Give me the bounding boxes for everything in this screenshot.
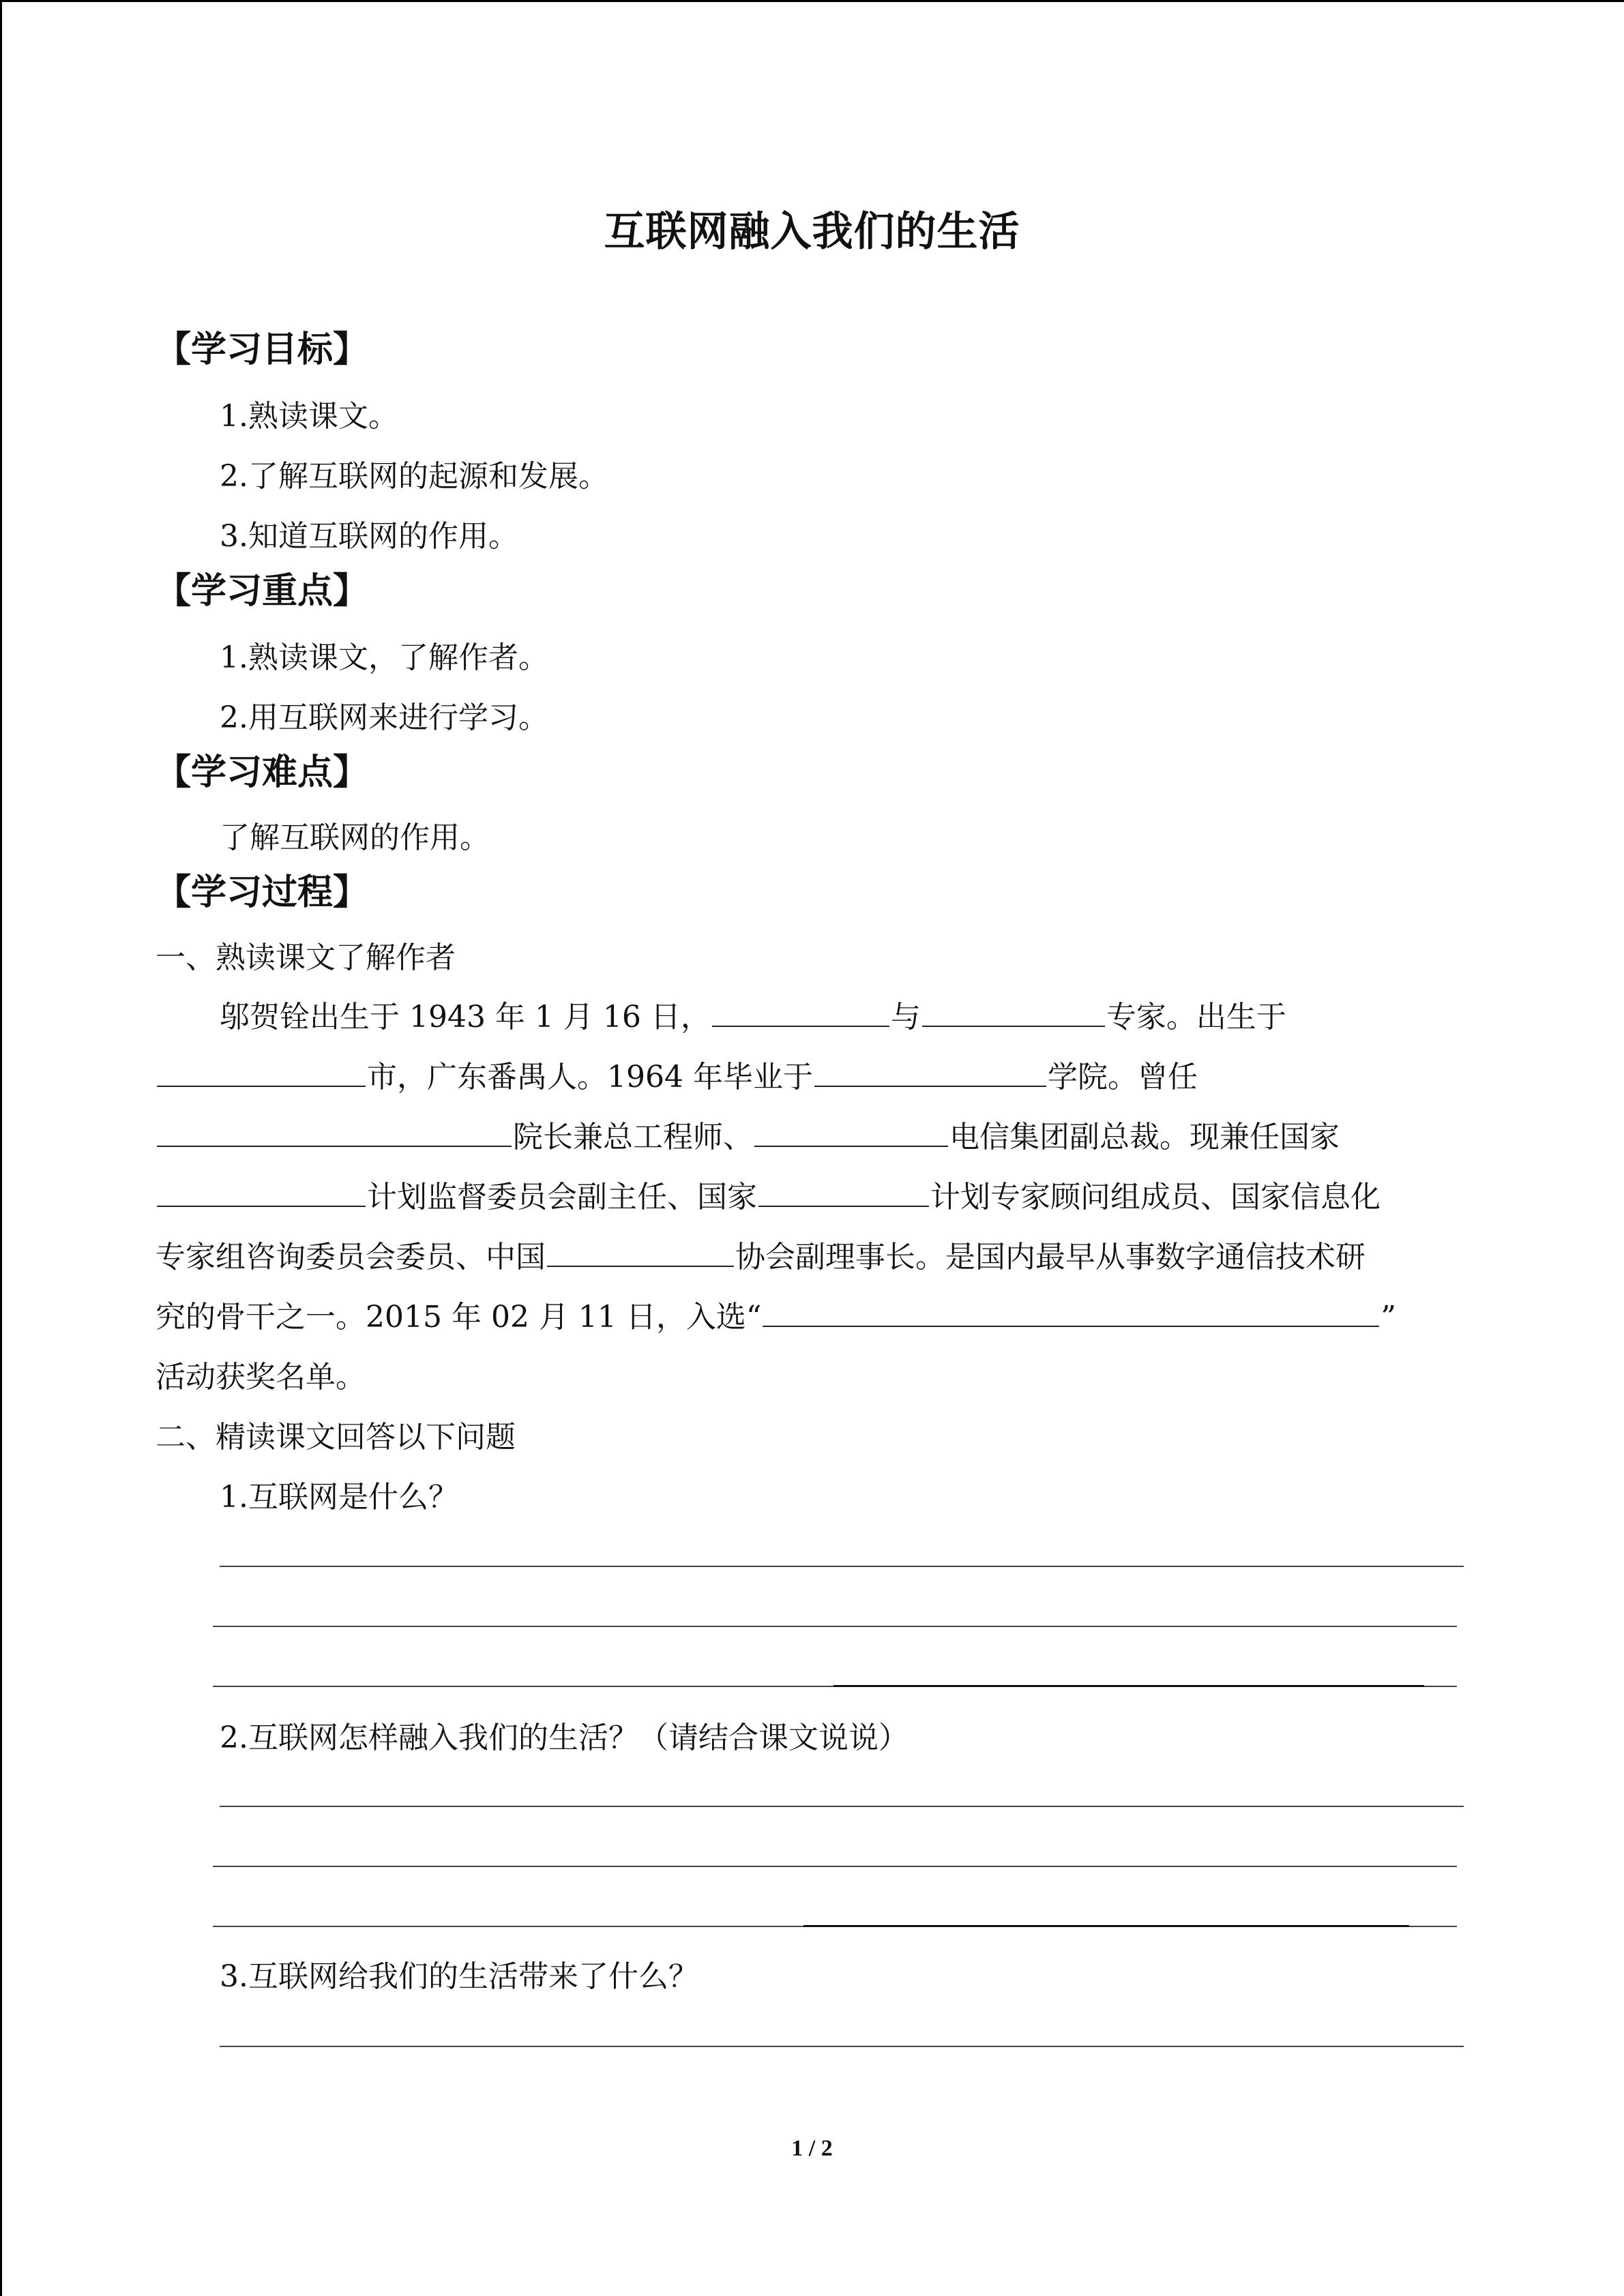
objective-item: 2.了解互联网的起源和发展。 [220,459,608,494]
question-1: 1.互联网是什么？ [220,1480,458,1515]
fill-blank[interactable] [547,1238,734,1267]
author-line-2: 市，广东番禺人。1964 年毕业于 学院。曾任 [156,1052,1198,1096]
process-heading: 【学习过程】 [156,872,369,913]
objectives-heading: 【学习目标】 [156,329,369,370]
answer-line[interactable] [213,1626,1457,1627]
objective-item: 3.知道互联网的作用。 [220,519,518,554]
page-title: 互联网融入我们的生活 [604,208,1020,256]
fill-blank[interactable] [763,1298,1379,1327]
fill-blank[interactable] [157,1058,366,1087]
fill-blank[interactable] [922,998,1105,1027]
question-3: 3.互联网给我们的生活带来了什么？ [220,1959,698,1994]
author-line-7: 活动获奖名单。 [156,1360,366,1395]
fill-blank[interactable] [814,1058,1046,1087]
objective-item: 1.熟读课文。 [220,399,398,434]
part2-title: 二、精读课文回答以下问题 [156,1420,516,1455]
fill-blank[interactable] [157,1178,366,1207]
author-line-1: 邬贺铨出生于 1943 年 1 月 16 日， 与 专家。出生于 [220,1000,1286,1034]
author-line-4: 计划监督委员会副主任、国家 计划专家顾问组成员、国家信息化 [156,1172,1381,1216]
author-line-5: 专家组咨询委员会委员、中国 协会副理事长。是国内最早从事数字通信技术研 [156,1240,1365,1274]
part1-title: 一、熟读课文了解作者 [156,940,456,975]
fill-blank[interactable] [712,998,889,1027]
answer-line[interactable] [220,2046,1464,2047]
page-number: 1 / 2 [791,2136,833,2161]
answer-line[interactable] [220,1566,1464,1567]
page-border-top [0,0,1624,2]
key-points-heading: 【学习重点】 [156,571,369,612]
key-point-item: 2.用互联网来进行学习。 [220,700,548,735]
fill-blank[interactable] [754,1118,948,1147]
author-line-6: 究的骨干之一。2015 年 02 月 11 日，入选“ ” [156,1300,1396,1335]
answer-line[interactable] [220,1806,1464,1807]
author-line-3: 院长兼总工程师、 电信集团副总裁。现兼任国家 [156,1112,1340,1156]
answer-line-underline [803,1925,1409,1927]
difficulty-item: 了解互联网的作用。 [220,820,490,855]
fill-blank[interactable] [758,1178,929,1207]
difficulties-heading: 【学习难点】 [156,752,369,793]
answer-line-underline [833,1685,1424,1687]
page-border-left [0,0,2,2296]
answer-line[interactable] [213,1866,1457,1867]
question-2: 2.互联网怎样融入我们的生活？（请结合课文说说） [220,1720,909,1755]
fill-blank[interactable] [157,1118,512,1147]
key-point-item: 1.熟读课文，了解作者。 [220,640,548,675]
